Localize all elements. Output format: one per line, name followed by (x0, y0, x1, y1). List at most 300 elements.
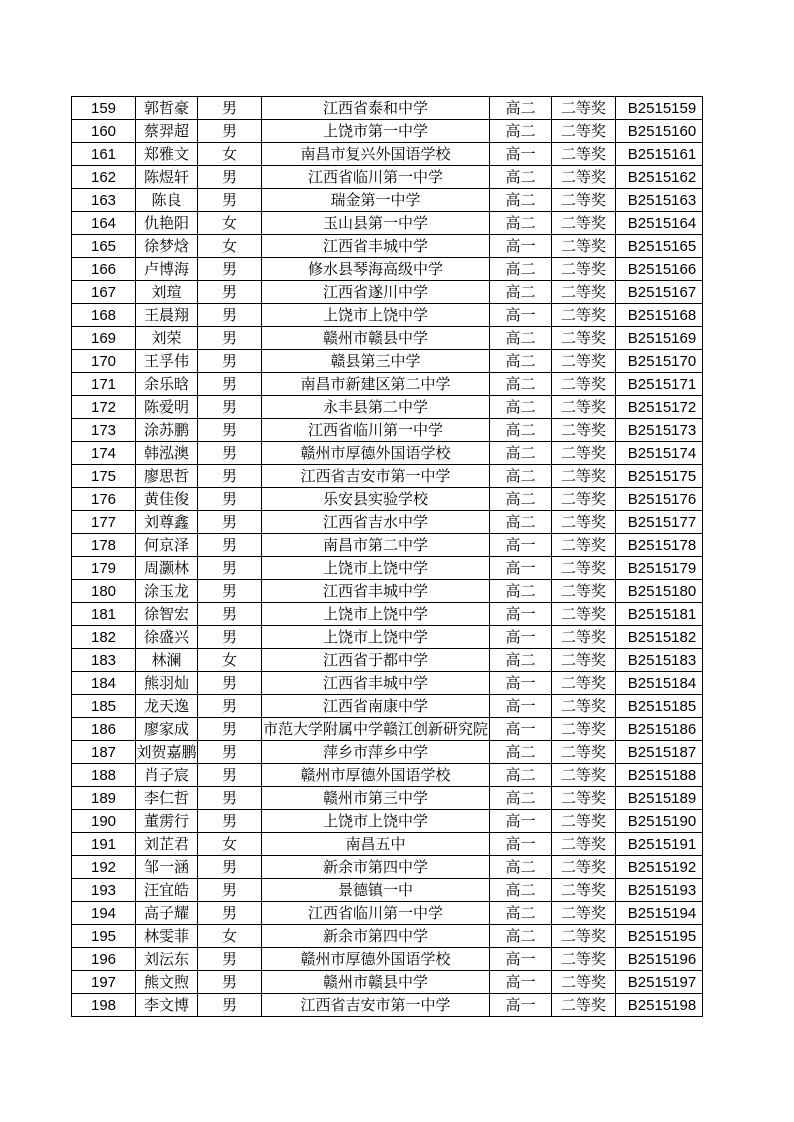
row-number-cell: 180 (72, 580, 136, 603)
award-level-cell: 二等奖 (552, 488, 616, 511)
award-level-cell: 二等奖 (552, 695, 616, 718)
row-number-cell: 168 (72, 304, 136, 327)
student-name-cell: 黄佳俊 (136, 488, 198, 511)
student-name-cell: 林澜 (136, 649, 198, 672)
student-name-cell: 邹一涵 (136, 856, 198, 879)
award-level-cell: 二等奖 (552, 557, 616, 580)
certificate-number-cell: B2515163 (616, 189, 703, 212)
student-name-cell: 董雳行 (136, 810, 198, 833)
gender-cell: 女 (198, 235, 262, 258)
table-row (72, 856, 703, 879)
table-row (72, 787, 703, 810)
table-row (72, 764, 703, 787)
grade-cell: 高二 (490, 419, 552, 442)
school-cell: 江西省吉安市第一中学 (262, 994, 490, 1017)
certificate-number-cell: B2515198 (616, 994, 703, 1017)
gender-cell: 男 (198, 396, 262, 419)
gender-cell: 男 (198, 373, 262, 396)
gender-cell: 男 (198, 672, 262, 695)
school-cell: 江西省南康中学 (262, 695, 490, 718)
school-cell: 上饶市上饶中学 (262, 810, 490, 833)
table-row (72, 603, 703, 626)
grade-cell: 高一 (490, 626, 552, 649)
row-number-cell: 178 (72, 534, 136, 557)
certificate-number-cell: B2515183 (616, 649, 703, 672)
grade-cell: 高二 (490, 281, 552, 304)
school-cell: 江西省临川第一中学 (262, 166, 490, 189)
gender-cell: 男 (198, 603, 262, 626)
table-row (72, 718, 703, 741)
student-name-cell: 陈煜轩 (136, 166, 198, 189)
award-level-cell: 二等奖 (552, 603, 616, 626)
gender-cell: 男 (198, 488, 262, 511)
award-level-cell: 二等奖 (552, 810, 616, 833)
school-cell: 赣州市赣县中学 (262, 327, 490, 350)
certificate-number-cell: B2515167 (616, 281, 703, 304)
gender-cell: 男 (198, 258, 262, 281)
student-name-cell: 徐梦焓 (136, 235, 198, 258)
table-row (72, 419, 703, 442)
row-number-cell: 194 (72, 902, 136, 925)
school-cell: 江西省遂川中学 (262, 281, 490, 304)
school-cell: 上饶市第一中学 (262, 120, 490, 143)
table-row (72, 212, 703, 235)
award-list-table (71, 96, 703, 1017)
certificate-number-cell: B2515189 (616, 787, 703, 810)
table-row (72, 971, 703, 994)
table-row (72, 511, 703, 534)
school-cell: 玉山县第一中学 (262, 212, 490, 235)
certificate-number-cell: B2515195 (616, 925, 703, 948)
gender-cell: 女 (198, 212, 262, 235)
grade-cell: 高一 (490, 557, 552, 580)
grade-cell: 高一 (490, 695, 552, 718)
student-name-cell: 刘芷君 (136, 833, 198, 856)
award-level-cell: 二等奖 (552, 120, 616, 143)
grade-cell: 高二 (490, 166, 552, 189)
gender-cell: 男 (198, 695, 262, 718)
award-level-cell: 二等奖 (552, 281, 616, 304)
grade-cell: 高二 (490, 350, 552, 373)
table-row (72, 235, 703, 258)
grade-cell: 高二 (490, 488, 552, 511)
row-number-cell: 176 (72, 488, 136, 511)
grade-cell: 高一 (490, 810, 552, 833)
student-name-cell: 韩泓澳 (136, 442, 198, 465)
award-level-cell: 二等奖 (552, 649, 616, 672)
gender-cell: 男 (198, 787, 262, 810)
certificate-number-cell: B2515174 (616, 442, 703, 465)
table-row (72, 143, 703, 166)
gender-cell: 男 (198, 948, 262, 971)
school-cell: 萍乡市萍乡中学 (262, 741, 490, 764)
certificate-number-cell: B2515173 (616, 419, 703, 442)
table-row (72, 672, 703, 695)
certificate-number-cell: B2515166 (616, 258, 703, 281)
row-number-cell: 193 (72, 879, 136, 902)
row-number-cell: 167 (72, 281, 136, 304)
row-number-cell: 165 (72, 235, 136, 258)
award-level-cell: 二等奖 (552, 304, 616, 327)
grade-cell: 高一 (490, 672, 552, 695)
award-level-cell: 二等奖 (552, 534, 616, 557)
table-row (72, 580, 703, 603)
school-cell: 修水县琴海高级中学 (262, 258, 490, 281)
student-name-cell: 李仁哲 (136, 787, 198, 810)
award-level-cell: 二等奖 (552, 419, 616, 442)
table-row (72, 304, 703, 327)
row-number-cell: 195 (72, 925, 136, 948)
school-cell: 江西省丰城中学 (262, 580, 490, 603)
row-number-cell: 162 (72, 166, 136, 189)
gender-cell: 男 (198, 511, 262, 534)
student-name-cell: 涂玉龙 (136, 580, 198, 603)
certificate-number-cell: B2515196 (616, 948, 703, 971)
school-cell: 景德镇一中 (262, 879, 490, 902)
student-name-cell: 廖思哲 (136, 465, 198, 488)
grade-cell: 高二 (490, 212, 552, 235)
award-level-cell: 二等奖 (552, 879, 616, 902)
grade-cell: 高二 (490, 580, 552, 603)
gender-cell: 男 (198, 879, 262, 902)
certificate-number-cell: B2515165 (616, 235, 703, 258)
student-name-cell: 陈良 (136, 189, 198, 212)
award-level-cell: 二等奖 (552, 948, 616, 971)
student-name-cell: 何京泽 (136, 534, 198, 557)
grade-cell: 高一 (490, 304, 552, 327)
student-name-cell: 刘贺嘉鹏 (136, 741, 198, 764)
certificate-number-cell: B2515161 (616, 143, 703, 166)
grade-cell: 高一 (490, 994, 552, 1017)
certificate-number-cell: B2515188 (616, 764, 703, 787)
grade-cell: 高二 (490, 396, 552, 419)
certificate-number-cell: B2515184 (616, 672, 703, 695)
row-number-cell: 197 (72, 971, 136, 994)
row-number-cell: 196 (72, 948, 136, 971)
award-level-cell: 二等奖 (552, 580, 616, 603)
school-cell: 上饶市上饶中学 (262, 304, 490, 327)
grade-cell: 高二 (490, 902, 552, 925)
grade-cell: 高二 (490, 327, 552, 350)
student-name-cell: 郭哲豪 (136, 97, 198, 120)
grade-cell: 高一 (490, 833, 552, 856)
row-number-cell: 192 (72, 856, 136, 879)
award-level-cell: 二等奖 (552, 856, 616, 879)
school-cell: 上饶市上饶中学 (262, 626, 490, 649)
student-name-cell: 刘沄东 (136, 948, 198, 971)
gender-cell: 女 (198, 143, 262, 166)
award-level-cell: 二等奖 (552, 97, 616, 120)
gender-cell: 男 (198, 764, 262, 787)
school-cell: 南昌市新建区第二中学 (262, 373, 490, 396)
student-name-cell: 蔡羿超 (136, 120, 198, 143)
award-level-cell: 二等奖 (552, 442, 616, 465)
row-number-cell: 177 (72, 511, 136, 534)
gender-cell: 男 (198, 971, 262, 994)
school-cell: 江西省吉水中学 (262, 511, 490, 534)
school-cell: 赣县第三中学 (262, 350, 490, 373)
certificate-number-cell: B2515172 (616, 396, 703, 419)
row-number-cell: 175 (72, 465, 136, 488)
table-row (72, 350, 703, 373)
certificate-number-cell: B2515191 (616, 833, 703, 856)
gender-cell: 男 (198, 534, 262, 557)
gender-cell: 男 (198, 741, 262, 764)
gender-cell: 男 (198, 626, 262, 649)
row-number-cell: 161 (72, 143, 136, 166)
school-cell: 南昌五中 (262, 833, 490, 856)
certificate-number-cell: B2515162 (616, 166, 703, 189)
gender-cell: 男 (198, 465, 262, 488)
student-name-cell: 汪宜皓 (136, 879, 198, 902)
table-row (72, 465, 703, 488)
table-row (72, 373, 703, 396)
certificate-number-cell: B2515164 (616, 212, 703, 235)
student-name-cell: 廖家成 (136, 718, 198, 741)
award-level-cell: 二等奖 (552, 143, 616, 166)
award-level-cell: 二等奖 (552, 189, 616, 212)
grade-cell: 高二 (490, 189, 552, 212)
row-number-cell: 164 (72, 212, 136, 235)
award-level-cell: 二等奖 (552, 511, 616, 534)
certificate-number-cell: B2515186 (616, 718, 703, 741)
certificate-number-cell: B2515171 (616, 373, 703, 396)
certificate-number-cell: B2515185 (616, 695, 703, 718)
table-row (72, 994, 703, 1017)
school-cell: 上饶市上饶中学 (262, 557, 490, 580)
table-row (72, 695, 703, 718)
award-level-cell: 二等奖 (552, 741, 616, 764)
school-cell: 江西省丰城中学 (262, 672, 490, 695)
row-number-cell: 183 (72, 649, 136, 672)
certificate-number-cell: B2515181 (616, 603, 703, 626)
student-name-cell: 徐智宏 (136, 603, 198, 626)
row-number-cell: 163 (72, 189, 136, 212)
school-cell: 南昌市复兴外国语学校 (262, 143, 490, 166)
certificate-number-cell: B2515178 (616, 534, 703, 557)
row-number-cell: 188 (72, 764, 136, 787)
school-cell: 赣州市厚德外国语学校 (262, 764, 490, 787)
student-name-cell: 徐盛兴 (136, 626, 198, 649)
grade-cell: 高一 (490, 534, 552, 557)
certificate-number-cell: B2515193 (616, 879, 703, 902)
student-name-cell: 高子耀 (136, 902, 198, 925)
table-row (72, 879, 703, 902)
school-cell: 新余市第四中学 (262, 925, 490, 948)
award-level-cell: 二等奖 (552, 166, 616, 189)
grade-cell: 高二 (490, 764, 552, 787)
award-level-cell: 二等奖 (552, 672, 616, 695)
table-row (72, 810, 703, 833)
certificate-number-cell: B2515179 (616, 557, 703, 580)
school-cell: 江西省吉安市第一中学 (262, 465, 490, 488)
school-cell: 江西省临川第一中学 (262, 419, 490, 442)
certificate-number-cell: B2515187 (616, 741, 703, 764)
table-row (72, 166, 703, 189)
student-name-cell: 郑雅文 (136, 143, 198, 166)
school-cell: 赣州市赣县中学 (262, 971, 490, 994)
student-name-cell: 陈爱明 (136, 396, 198, 419)
grade-cell: 高二 (490, 741, 552, 764)
certificate-number-cell: B2515170 (616, 350, 703, 373)
table-row (72, 741, 703, 764)
student-name-cell: 熊羽灿 (136, 672, 198, 695)
table-body (72, 97, 703, 1017)
gender-cell: 男 (198, 281, 262, 304)
grade-cell: 高一 (490, 603, 552, 626)
student-name-cell: 肖子宸 (136, 764, 198, 787)
table-row (72, 902, 703, 925)
gender-cell: 男 (198, 994, 262, 1017)
grade-cell: 高二 (490, 120, 552, 143)
award-level-cell: 二等奖 (552, 971, 616, 994)
gender-cell: 男 (198, 350, 262, 373)
row-number-cell: 174 (72, 442, 136, 465)
row-number-cell: 173 (72, 419, 136, 442)
gender-cell: 女 (198, 833, 262, 856)
row-number-cell: 189 (72, 787, 136, 810)
student-name-cell: 李文博 (136, 994, 198, 1017)
certificate-number-cell: B2515190 (616, 810, 703, 833)
award-level-cell: 二等奖 (552, 373, 616, 396)
gender-cell: 男 (198, 580, 262, 603)
school-cell: 赣州市第三中学 (262, 787, 490, 810)
gender-cell: 男 (198, 120, 262, 143)
table-row (72, 442, 703, 465)
student-name-cell: 涂苏鹏 (136, 419, 198, 442)
certificate-number-cell: B2515182 (616, 626, 703, 649)
grade-cell: 高一 (490, 971, 552, 994)
row-number-cell: 186 (72, 718, 136, 741)
grade-cell: 高二 (490, 373, 552, 396)
grade-cell: 高二 (490, 258, 552, 281)
student-name-cell: 仇艳阳 (136, 212, 198, 235)
row-number-cell: 198 (72, 994, 136, 1017)
row-number-cell: 159 (72, 97, 136, 120)
grade-cell: 高一 (490, 235, 552, 258)
school-cell: 南昌市第二中学 (262, 534, 490, 557)
table-row (72, 97, 703, 120)
award-level-cell: 二等奖 (552, 350, 616, 373)
certificate-number-cell: B2515176 (616, 488, 703, 511)
school-cell: 江西省于都中学 (262, 649, 490, 672)
grade-cell: 高二 (490, 856, 552, 879)
gender-cell: 女 (198, 925, 262, 948)
table-row (72, 396, 703, 419)
award-level-cell: 二等奖 (552, 235, 616, 258)
school-cell: 江西省泰和中学 (262, 97, 490, 120)
student-name-cell: 刘荣 (136, 327, 198, 350)
gender-cell: 男 (198, 557, 262, 580)
school-cell: 赣州市厚德外国语学校 (262, 948, 490, 971)
grade-cell: 高二 (490, 879, 552, 902)
row-number-cell: 184 (72, 672, 136, 695)
row-number-cell: 185 (72, 695, 136, 718)
certificate-number-cell: B2515192 (616, 856, 703, 879)
grade-cell: 高二 (490, 511, 552, 534)
award-level-cell: 二等奖 (552, 787, 616, 810)
table-row (72, 925, 703, 948)
school-cell: 瑞金第一中学 (262, 189, 490, 212)
student-name-cell: 刘瑄 (136, 281, 198, 304)
student-name-cell: 刘尊鑫 (136, 511, 198, 534)
row-number-cell: 179 (72, 557, 136, 580)
student-name-cell: 周灏林 (136, 557, 198, 580)
school-cell: 永丰县第二中学 (262, 396, 490, 419)
table-row (72, 833, 703, 856)
student-name-cell: 王晨翔 (136, 304, 198, 327)
gender-cell: 男 (198, 718, 262, 741)
gender-cell: 女 (198, 649, 262, 672)
certificate-number-cell: B2515169 (616, 327, 703, 350)
award-level-cell: 二等奖 (552, 626, 616, 649)
school-cell: 市范大学附属中学赣江创新研究院 (262, 718, 490, 741)
gender-cell: 男 (198, 304, 262, 327)
school-cell: 新余市第四中学 (262, 856, 490, 879)
grade-cell: 高一 (490, 718, 552, 741)
row-number-cell: 171 (72, 373, 136, 396)
table-row (72, 189, 703, 212)
grade-cell: 高二 (490, 442, 552, 465)
certificate-number-cell: B2515159 (616, 97, 703, 120)
certificate-number-cell: B2515175 (616, 465, 703, 488)
table-row (72, 534, 703, 557)
school-cell: 江西省丰城中学 (262, 235, 490, 258)
award-level-cell: 二等奖 (552, 902, 616, 925)
row-number-cell: 166 (72, 258, 136, 281)
certificate-number-cell: B2515180 (616, 580, 703, 603)
row-number-cell: 169 (72, 327, 136, 350)
gender-cell: 男 (198, 327, 262, 350)
award-level-cell: 二等奖 (552, 718, 616, 741)
grade-cell: 高二 (490, 97, 552, 120)
grade-cell: 高二 (490, 925, 552, 948)
gender-cell: 男 (198, 189, 262, 212)
award-level-cell: 二等奖 (552, 925, 616, 948)
row-number-cell: 160 (72, 120, 136, 143)
table-row (72, 120, 703, 143)
table-row (72, 281, 703, 304)
student-name-cell: 余乐晗 (136, 373, 198, 396)
table-row (72, 488, 703, 511)
grade-cell: 高二 (490, 465, 552, 488)
school-cell: 江西省临川第一中学 (262, 902, 490, 925)
table-row (72, 258, 703, 281)
row-number-cell: 170 (72, 350, 136, 373)
certificate-number-cell: B2515197 (616, 971, 703, 994)
gender-cell: 男 (198, 419, 262, 442)
award-level-cell: 二等奖 (552, 212, 616, 235)
gender-cell: 男 (198, 810, 262, 833)
gender-cell: 男 (198, 856, 262, 879)
row-number-cell: 172 (72, 396, 136, 419)
student-name-cell: 龙天逸 (136, 695, 198, 718)
table-row (72, 626, 703, 649)
award-level-cell: 二等奖 (552, 833, 616, 856)
row-number-cell: 191 (72, 833, 136, 856)
grade-cell: 高一 (490, 948, 552, 971)
gender-cell: 男 (198, 166, 262, 189)
award-level-cell: 二等奖 (552, 764, 616, 787)
student-name-cell: 熊文煦 (136, 971, 198, 994)
gender-cell: 男 (198, 97, 262, 120)
table-row (72, 327, 703, 350)
grade-cell: 高二 (490, 787, 552, 810)
student-name-cell: 林雯菲 (136, 925, 198, 948)
gender-cell: 男 (198, 902, 262, 925)
award-level-cell: 二等奖 (552, 396, 616, 419)
table-row (72, 649, 703, 672)
